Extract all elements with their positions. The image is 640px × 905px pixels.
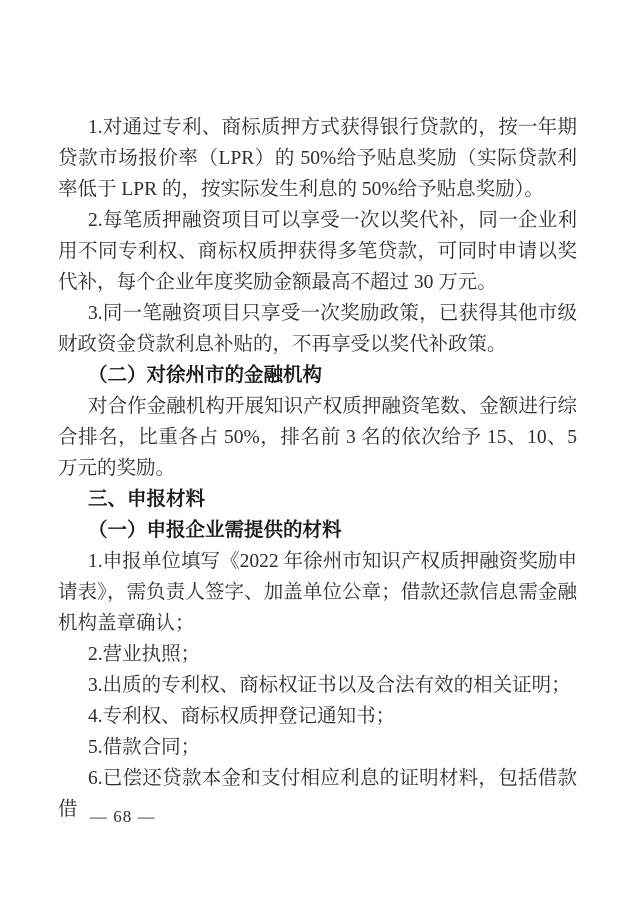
subsection-heading: （一）申报企业需提供的材料 (88, 520, 342, 541)
paragraph: 1.对通过专利、商标质押方式获得银行贷款的，按一年期贷款市场报价率（LPR）的 50%给予贴息奖励（实际贷款利率低于 LPR 的，按实际发生利息的 50%给予贴息奖励）。 (58, 117, 577, 200)
subsection-heading: （二）对徐州市的金融机构 (88, 365, 323, 386)
paragraph: 2.营业执照； (88, 644, 201, 665)
document-body (58, 112, 577, 825)
page-number: — 68 — (90, 807, 156, 826)
paragraph: 3.同一笔融资项目只享受一次奖励政策，已获得其他市级财政资金贷款利息补贴的，不再享受以奖代补政策。 (58, 303, 577, 355)
section-heading: 三、申报材料 (88, 488, 206, 510)
paragraph: 对合作金融机构开展知识产权质押融资笔数、金额进行综合排名，比重各占 50%，排名前 3 名的依次给予 15、10、5 万元的奖励。 (58, 396, 577, 479)
paragraph: 1.申报单位填写《2022 年徐州市知识产权质押融资奖励申请表》，需负责人签字、加盖单位公章；借款还款信息需金融机构盖章确认； (58, 551, 577, 634)
paragraph: 4.专利权、商标权质押登记通知书； (88, 706, 396, 727)
paragraph: 6.已偿还贷款本金和支付相应利息的证明材料，包括借款借 (58, 768, 577, 820)
paragraph: 2.每笔质押融资项目可以享受一次以奖代补，同一企业利用不同专利权、商标权质押获得多笔贷款，可同时申请以奖代补，每个企业年度奖励金额最高不超过 30 万元。 (58, 210, 577, 293)
paragraph: 5.借款合同； (88, 737, 201, 758)
paragraph: 3.出质的专利权、商标权证书以及合法有效的相关证明； (88, 675, 571, 696)
